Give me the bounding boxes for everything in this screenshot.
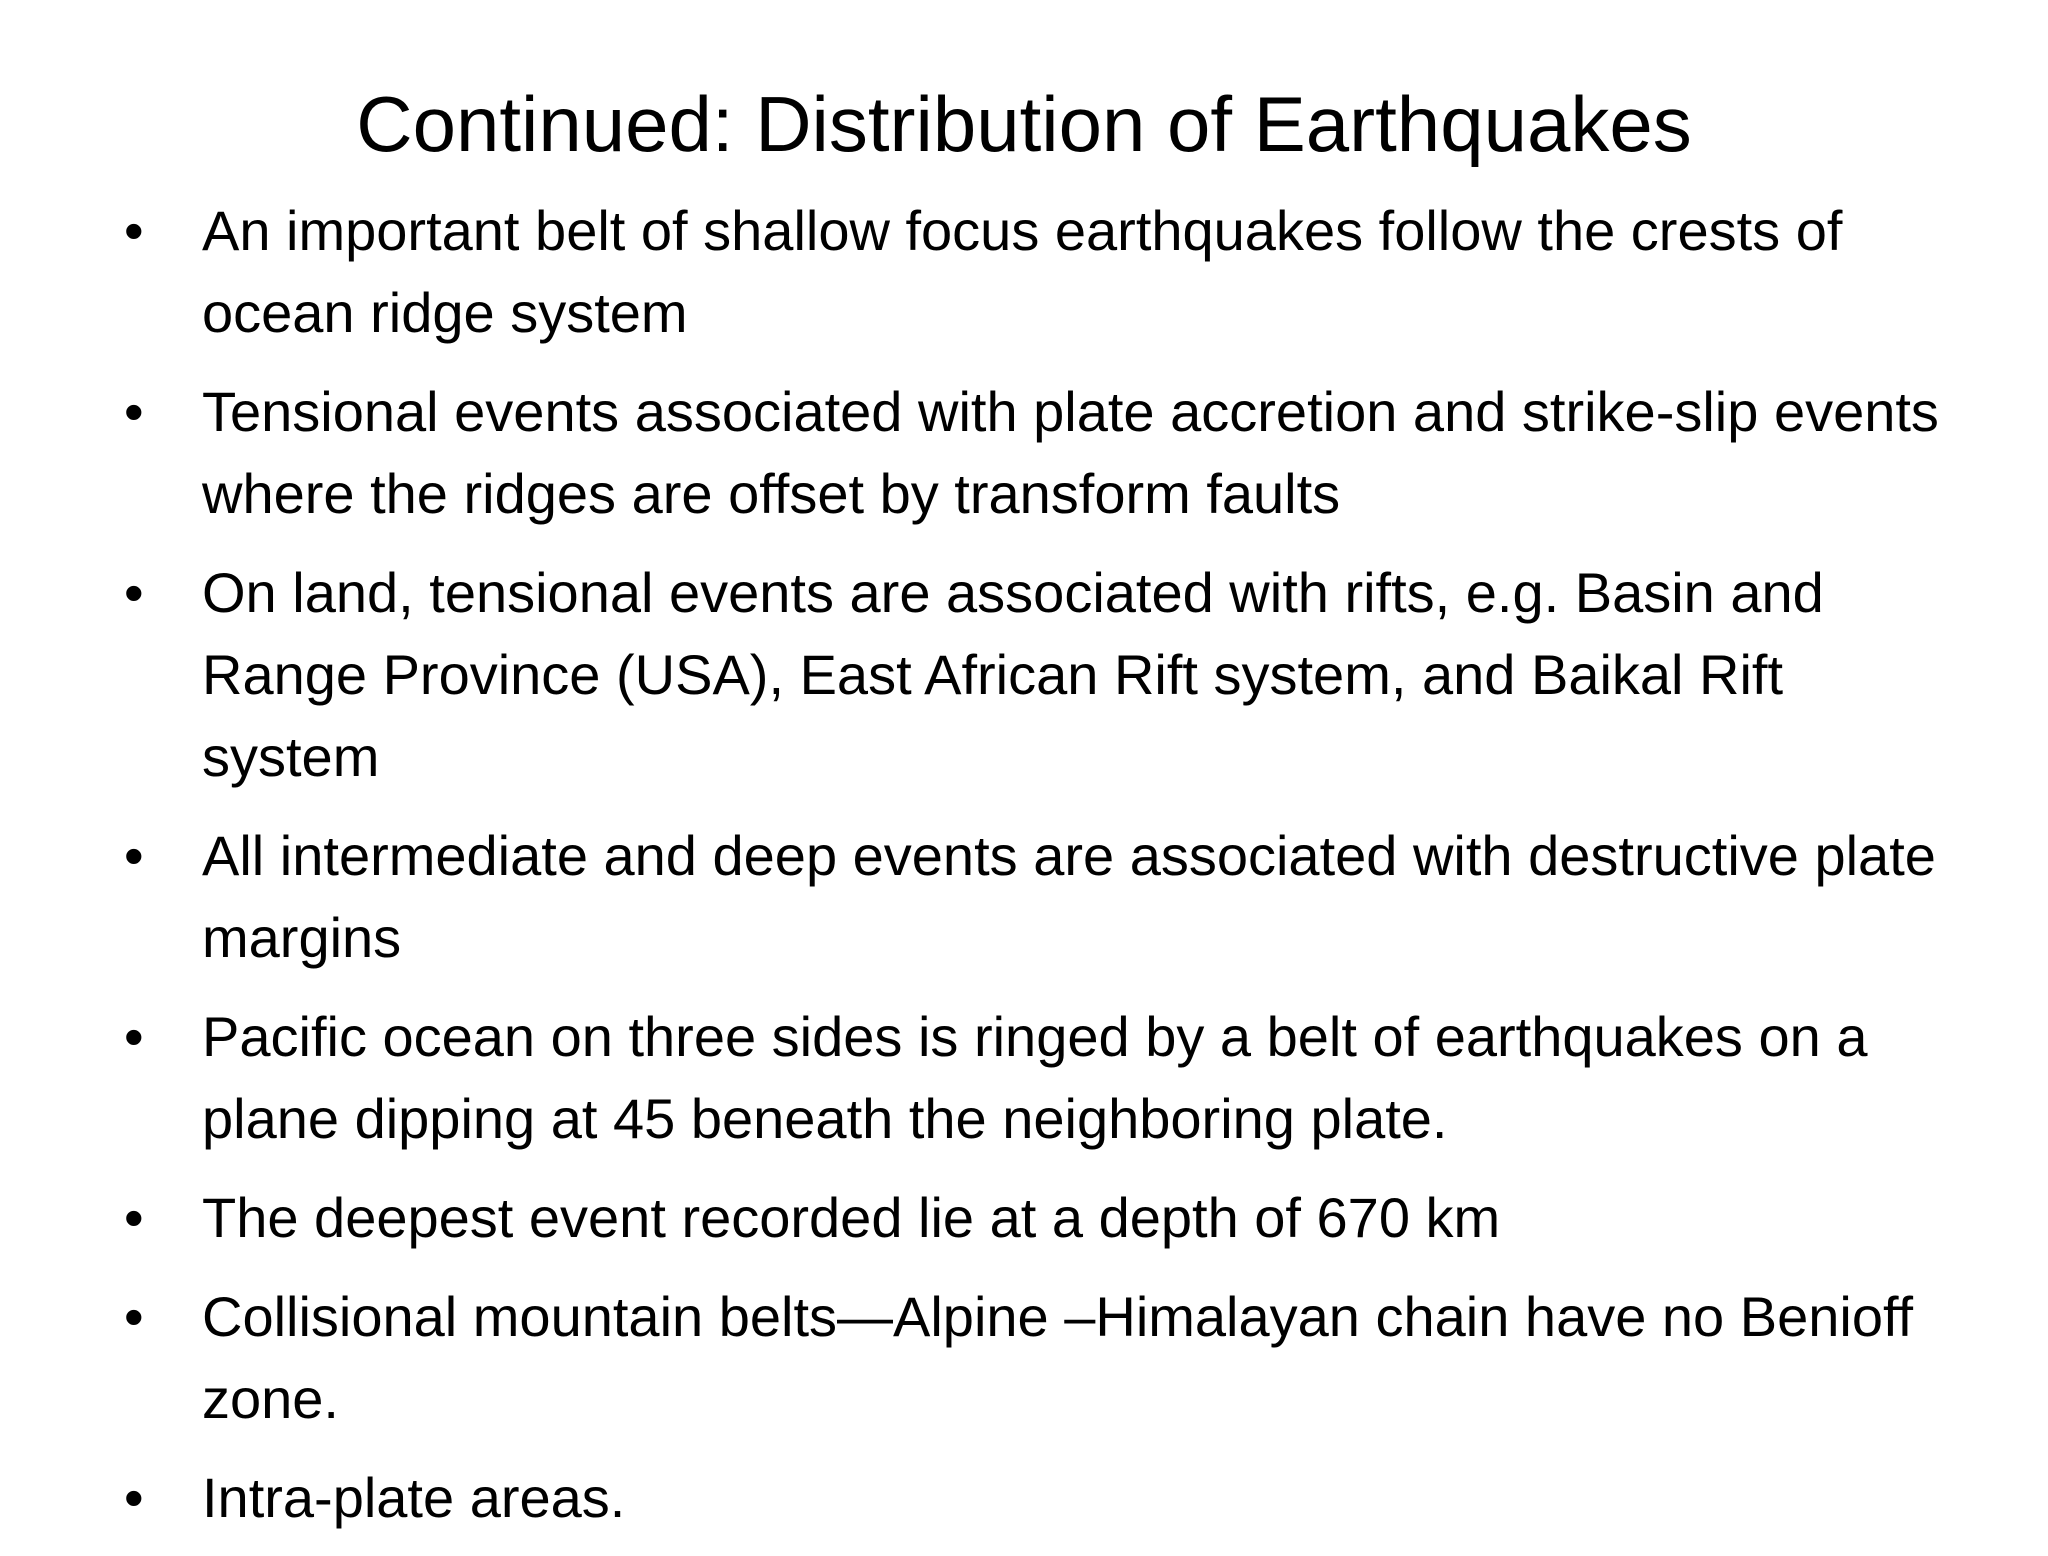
bullet-icon: • [124,561,144,624]
slide-title: Continued: Distribution of Earthquakes [356,80,1692,168]
bullet-item [120,996,1950,1160]
bullet-item [120,552,1950,798]
bullet-icon: • [124,1005,144,1068]
bullet-text: Tensional events associated with plate accretion and strike-slip events where the ridges are offset by transform faults [202,380,1939,525]
bullet-item [120,371,1950,535]
bullet-text: Collisional mountain belts—Alpine –Himalayan chain have no Benioff zone. [202,1285,1914,1430]
bullet-icon: • [124,824,144,887]
bullet-list [120,190,1950,1556]
bullet-text: Intra-plate areas. [202,1466,626,1529]
bullet-icon: • [124,1285,144,1348]
bullet-item [120,1177,1950,1259]
bullet-text: The deepest event recorded lie at a depth of 670 km [202,1186,1501,1249]
bullet-item [120,1276,1950,1440]
bullet-icon: • [124,1466,144,1529]
bullet-item [120,1457,1950,1539]
bullet-text: An important belt of shallow focus earthquakes follow the crests of ocean ridge system [202,199,1843,344]
bullet-item [120,190,1950,354]
bullet-text: Pacific ocean on three sides is ringed by a belt of earthquakes on a plane dipping at 45 beneath the neighboring plate. [202,1005,1868,1150]
bullet-text: On land, tensional events are associated with rifts, e.g. Basin and Range Province (USA), East African Rift system, and Baikal Rift system [202,561,1824,788]
bullet-text: All intermediate and deep events are associated with destructive plate margins [202,824,1936,969]
bullet-icon: • [124,199,144,262]
bullet-item [120,815,1950,979]
bullet-icon: • [124,1186,144,1249]
bullet-icon: • [124,380,144,443]
